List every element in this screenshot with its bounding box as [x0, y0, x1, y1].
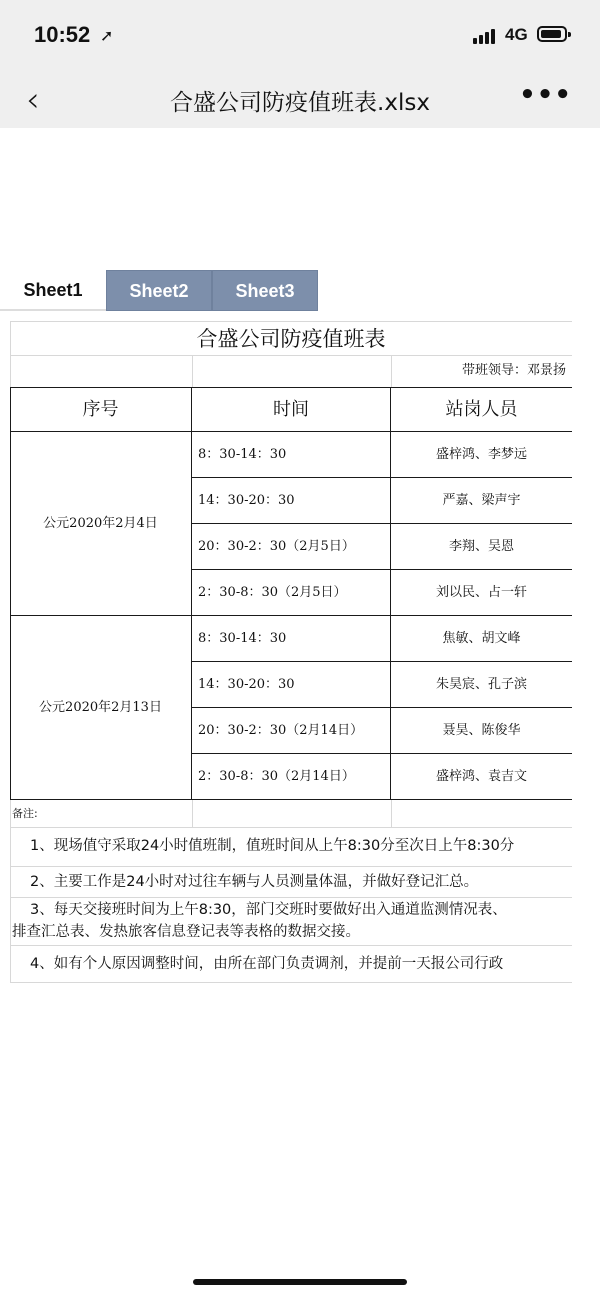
date-cell[interactable]: 公元2020年2月4日 [43, 516, 158, 531]
staff-cell[interactable]: 聂昊、陈俊华 [442, 723, 521, 738]
time-cell[interactable]: 2：30-8：30（2月5日） [198, 585, 347, 600]
time-cell[interactable]: 20：30-2：30（2月5日） [198, 539, 355, 554]
date-cell[interactable]: 公元2020年2月13日 [39, 700, 162, 715]
staff-cell[interactable]: 盛梓鸿、袁吉文 [435, 769, 527, 784]
header-staff[interactable]: 站岗人员 [445, 399, 518, 420]
sheet-tabs [0, 270, 600, 311]
page-title: 合盛公司防疫值班表.xlsx [170, 90, 430, 116]
note-line[interactable]: 3、每天交接班时间为上午8:30，部门交班时要做好出入通道监测情况表、 [30, 902, 507, 918]
grid-line [10, 355, 572, 356]
time-cell[interactable]: 8：30-14：30 [198, 447, 287, 462]
tab-sheet1[interactable]: Sheet1 [0, 270, 106, 311]
time-cell[interactable]: 2：30-8：30（2月14日） [198, 769, 355, 784]
staff-cell[interactable]: 李翔、吴恩 [448, 539, 514, 554]
status-bar [0, 0, 600, 70]
grid-line [10, 827, 572, 828]
tab-sheet3[interactable]: Sheet3 [212, 270, 318, 311]
status-time: 10:52 [34, 22, 91, 47]
grid-line [10, 982, 572, 983]
time-cell[interactable]: 8：30-14：30 [198, 631, 287, 646]
note-line[interactable]: 排查汇总表、发热旅客信息登记表等表格的数据交接。 [12, 924, 360, 940]
table-border [10, 799, 572, 800]
home-indicator[interactable] [193, 1279, 407, 1285]
location-arrow-icon: ➚ [100, 26, 114, 45]
battery-icon [537, 26, 567, 42]
grid-line [391, 355, 392, 387]
network-type: 4G [505, 25, 528, 44]
more-options-button[interactable]: ••• [519, 80, 572, 110]
back-button[interactable]: ‹ [26, 80, 40, 120]
grid-line [192, 355, 193, 387]
spreadsheet [0, 311, 600, 991]
grid-line [391, 799, 392, 827]
staff-cell[interactable]: 盛梓鸿、李梦远 [435, 447, 527, 462]
time-cell[interactable]: 20：30-2：30（2月14日） [198, 723, 364, 738]
sheet-title[interactable]: 合盛公司防疫值班表 [196, 327, 386, 351]
grid-line [10, 866, 572, 867]
note-label[interactable]: 备注: [12, 807, 38, 820]
staff-cell[interactable]: 焦敏、胡文峰 [442, 631, 521, 646]
staff-cell[interactable]: 刘以民、占一轩 [435, 585, 527, 600]
nav-bar [0, 70, 600, 128]
signal-icon [473, 27, 499, 44]
table-border [191, 387, 192, 799]
tab-sheet2[interactable]: Sheet2 [106, 270, 212, 311]
note-line[interactable]: 1、现场值守采取24小时值班制，值班时间从上午8:30分至次日上午8:30分 [30, 838, 515, 854]
time-cell[interactable]: 14：30-20：30 [198, 493, 295, 508]
header-time[interactable]: 时间 [273, 399, 309, 420]
staff-cell[interactable]: 严嘉、梁声宇 [442, 493, 521, 508]
staff-cell[interactable]: 朱昊宸、孔子滨 [435, 677, 527, 692]
grid-line [10, 945, 572, 946]
note-line[interactable]: 2、主要工作是24小时对过往车辆与人员测量体温，并做好登记汇总。 [30, 874, 479, 890]
header-index[interactable]: 序号 [82, 399, 119, 420]
grid-line [10, 321, 572, 322]
note-line[interactable]: 4、如有个人原因调整时间，由所在部门负责调剂，并提前一天报公司行政 [30, 956, 504, 972]
grid-line [192, 799, 193, 827]
time-cell[interactable]: 14：30-20：30 [198, 677, 295, 692]
leader-cell[interactable]: 带班领导：邓景扬 [461, 363, 566, 378]
grid-line [10, 897, 572, 898]
